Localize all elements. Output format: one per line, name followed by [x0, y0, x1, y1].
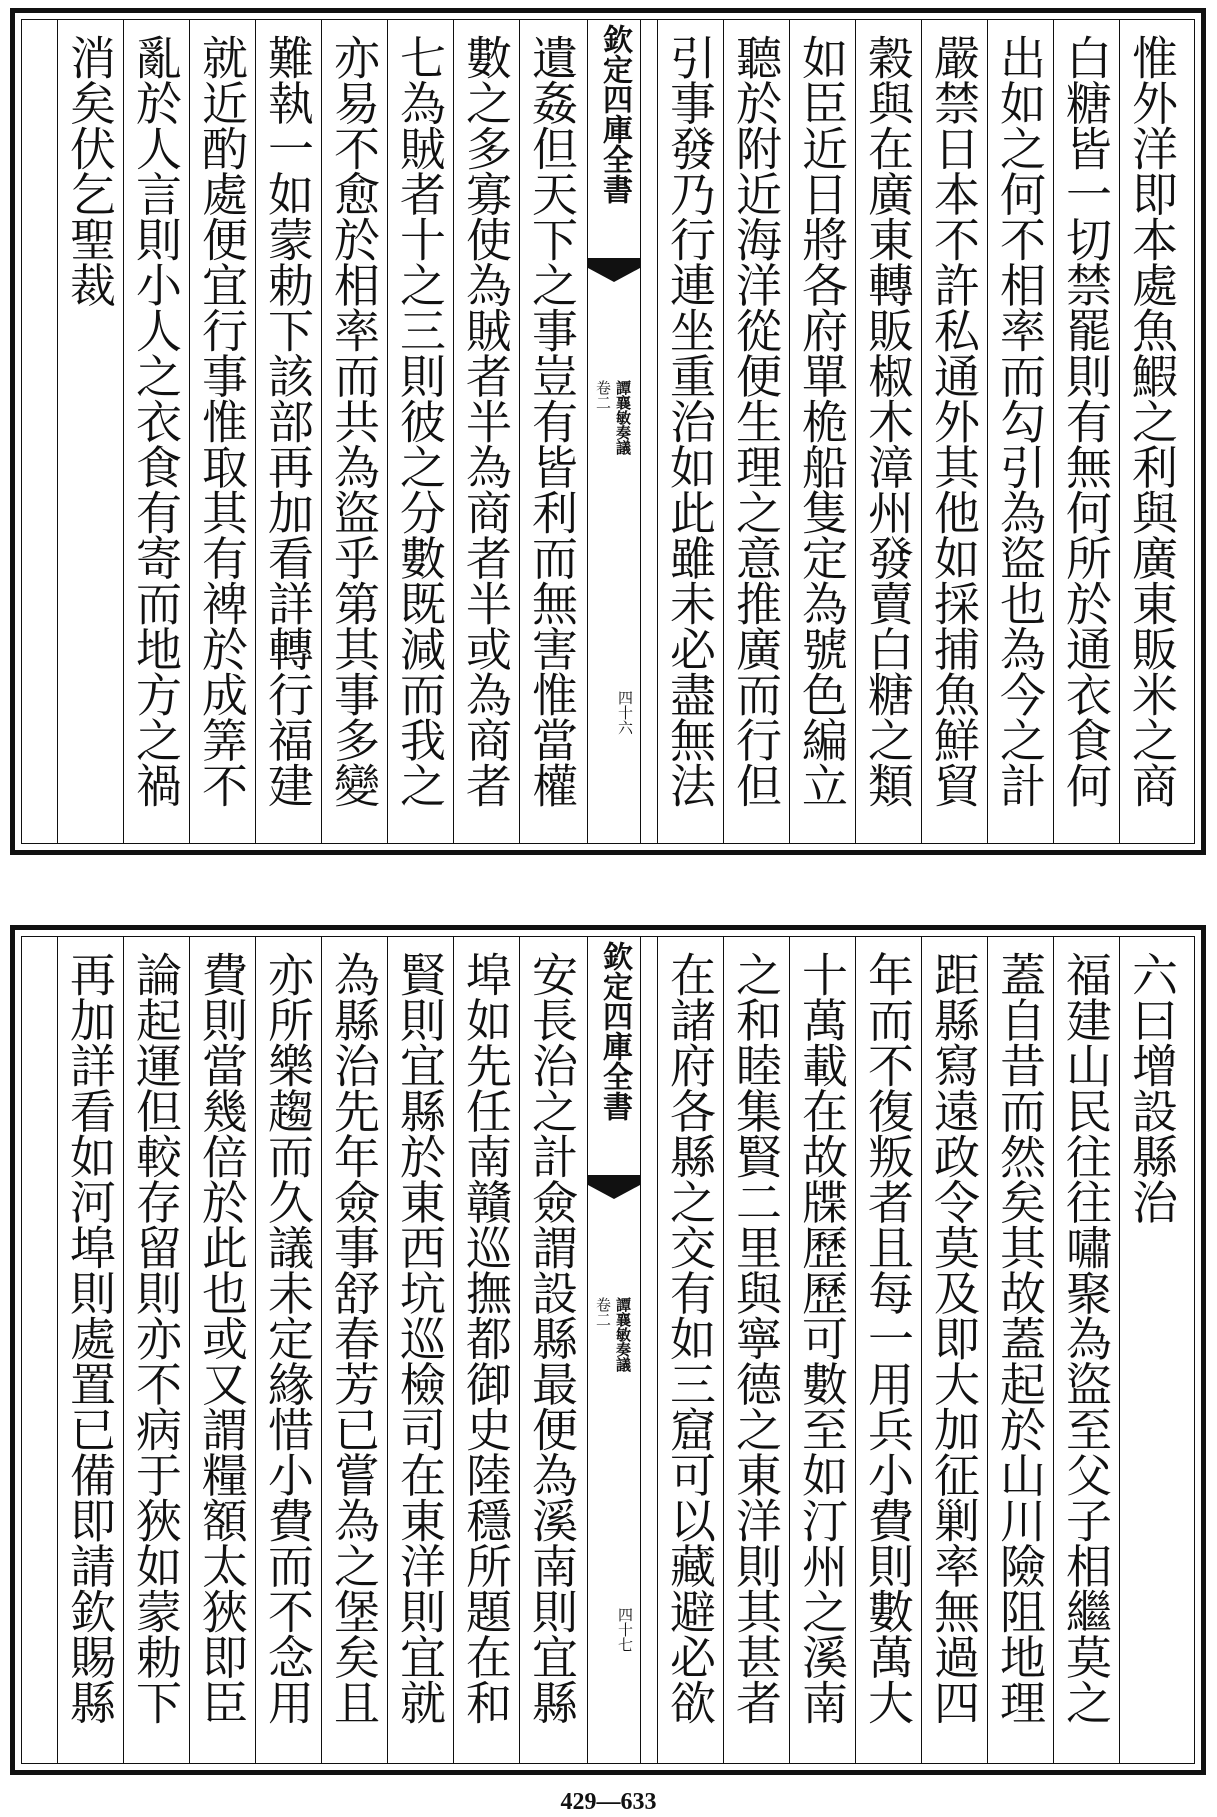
text-column: 賢則宜縣於東西坑巡檢司在東洋則宜就: [387, 937, 453, 1763]
text-column: 年而不復叛者且每一用兵小費則數萬大: [855, 937, 921, 1763]
center-volume: 卷二: [594, 380, 612, 410]
text-column: 穀與在廣東轉販椒木漳州發賣白糖之類: [855, 20, 921, 843]
text-column: 惟外洋即本處魚鰕之利與廣東販米之商: [1119, 20, 1185, 843]
text-column: 再加詳看如河埠則處置已備即請欽賜縣: [57, 937, 123, 1763]
text-column: 數之多寡使為賊者半為商者半或為商者: [453, 20, 519, 843]
text-column: 出如之何不相率而勾引為盜也為今之計: [987, 20, 1053, 843]
text-column: 亦易不愈於相率而共為盜乎第其事多變: [321, 20, 387, 843]
center-title: 欽定四庫全書: [597, 941, 632, 1121]
text-column: 蓋自昔而然矣其故蓋起於山川險阻地理: [987, 937, 1053, 1763]
center-book-title: 譚襄敏奏議: [614, 380, 632, 455]
center-fold: [587, 20, 641, 843]
lower-page: [10, 925, 1206, 1775]
text-column: 亦所樂趨而久議未定緣惜小費而不念用: [255, 937, 321, 1763]
upper-page: [10, 8, 1206, 855]
fish-tail-ornament: [588, 258, 640, 282]
text-column: 福建山民往往嘯聚為盜至父子相繼莫之: [1053, 937, 1119, 1763]
upper-page-frame: [21, 19, 1195, 844]
text-column: 十萬載在故牒歷歷可數至如汀州之溪南: [789, 937, 855, 1763]
center-volume: 卷二: [594, 1297, 612, 1327]
center-folio: 四十六: [616, 690, 634, 735]
text-column: 聽於附近海洋從便生理之意推廣而行但: [723, 20, 789, 843]
text-column: 埠如先任南贛巡撫都御史陸穩所題在和: [453, 937, 519, 1763]
lower-page-frame: [21, 936, 1195, 1764]
text-column: 難執一如蒙勅下該部再加看詳轉行福建: [255, 20, 321, 843]
text-column: 之和睦集賢二里與寧德之東洋則其甚者: [723, 937, 789, 1763]
text-column: 在諸府各縣之交有如三窟可以藏避必欲: [657, 937, 723, 1763]
fish-tail-ornament: [588, 1175, 640, 1199]
center-folio: 四十七: [616, 1607, 634, 1652]
center-fold: [587, 937, 641, 1763]
page-number: 429—633: [560, 1789, 657, 1815]
text-column: 消矣伏乞聖裁: [57, 20, 123, 843]
center-book-title: 譚襄敏奏議: [614, 1297, 632, 1372]
center-title: 欽定四庫全書: [597, 24, 632, 204]
text-column: 就近酌處便宜行事惟取其有裨於成筭不: [189, 20, 255, 843]
text-column: 嚴禁日本不許私通外其他如採捕魚鮮貿: [921, 20, 987, 843]
text-column: 為縣治先年僉事舒春芳已嘗為之堡矣且: [321, 937, 387, 1763]
section-heading: 六曰增設縣治: [1119, 937, 1185, 1763]
text-column: 如臣近日將各府單桅船隻定為號色編立: [789, 20, 855, 843]
text-column: 距縣寫遠政令莫及即大加征剿率無過四: [921, 937, 987, 1763]
text-column: 引事發乃行連坐重治如此雖未必盡無法: [657, 20, 723, 843]
text-column: 亂於人言則小人之衣食有寄而地方之禍: [123, 20, 189, 843]
text-column: 論起運但較存留則亦不病于狹如蒙勅下: [123, 937, 189, 1763]
text-column: 安長治之計僉謂設縣最便為溪南則宜縣: [519, 937, 585, 1763]
text-column: 費則當幾倍於此也或又謂糧額太狹即臣: [189, 937, 255, 1763]
text-column: 七為賊者十之三則彼之分數既減而我之: [387, 20, 453, 843]
text-column: 遺姦但天下之事豈有皆利而無害惟當權: [519, 20, 585, 843]
text-column: 白糖皆一切禁罷則有無何所於通衣食何: [1053, 20, 1119, 843]
